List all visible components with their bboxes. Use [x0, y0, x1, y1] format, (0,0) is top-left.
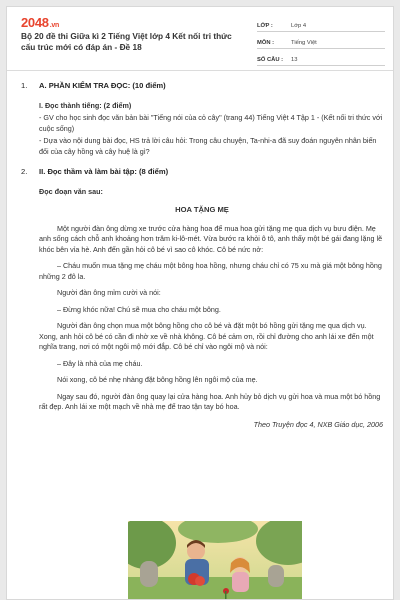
- meta-value: 13: [291, 57, 298, 63]
- story-source: Theo Truyện đọc 4, NXB Giáo dục, 2006: [253, 419, 383, 429]
- section-a-heading: [21, 81, 383, 92]
- meta-key: SỐ CÂU :: [257, 57, 284, 63]
- meta-key: MÔN :: [257, 40, 275, 46]
- story-paragraph: – Đây là nhà của mẹ cháu.: [57, 358, 143, 368]
- section-number: 1.: [21, 81, 28, 90]
- story-paragraph: Người đàn ông chọn mua một bông hồng cho cô bé và đặt một bó hồng gửi tặng mẹ qua dịch vụ. Xong, anh hỏi cô bé có cần đi nhờ xe về nhà không. Cô bé cảm ơn, rồi chỉ đường cho anh lái xe đến một nghĩa trang, nơi có một ngôi mộ mới đắp. Cô bé chỉ vào ngôi mộ và nói:: [39, 321, 374, 351]
- document-page: [6, 6, 394, 600]
- document-content: [21, 81, 383, 430]
- meta-value: Tiếng Việt: [291, 40, 317, 46]
- section-heading-text: II. Đọc thầm và làm bài tập: (8 điểm): [39, 167, 169, 176]
- logo-tld: .vn: [49, 22, 59, 29]
- instruction-line: - Dựa vào nội dung bài đọc, HS trả lời câu hỏi: Trong câu chuyện, Ta-nhi-a đã suy đoán nguyên nhân biến đổi của cây hồng và cây huệ là gì?: [39, 136, 377, 156]
- section-heading-text: A. PHẦN KIỂM TRA ĐỌC: (10 điểm): [39, 81, 166, 90]
- meta-row-question-count: [257, 51, 385, 66]
- story-illustration: [128, 521, 302, 600]
- site-logo[interactable]: [21, 15, 59, 30]
- meta-value: Lớp 4: [291, 23, 307, 29]
- section-b-subheading: Đọc đoạn văn sau:: [39, 186, 103, 196]
- section-a-subheading: I. Đọc thành tiếng: (2 điểm): [39, 100, 132, 110]
- story-paragraph: – Đừng khóc nữa! Chú sẽ mua cho cháu một bông.: [57, 304, 221, 314]
- document-title: Bộ 20 đề thi Giữa kì 2 Tiếng Việt lớp 4 Kết nối tri thức cấu trúc mới có đáp án - Đề 18: [21, 31, 232, 52]
- section-b-heading: [21, 167, 383, 178]
- story-paragraph: Nói xong, cô bé nhẹ nhàng đặt bông hồng lên ngôi mộ của mẹ.: [57, 375, 258, 384]
- story-paragraph: – Cháu muốn mua tặng mẹ cháu một bông hoa hồng, nhưng cháu chỉ có 75 xu mà giá một bông hồng những 2 đô la.: [39, 261, 382, 281]
- story-paragraph: Người đàn ông mỉm cười và nói:: [57, 288, 161, 297]
- meta-row-subject: [257, 34, 385, 49]
- document-meta: [257, 17, 385, 66]
- section-number: 2.: [21, 167, 28, 176]
- story-paragraph: Ngay sau đó, người đàn ông quay lại cửa hàng hoa. Anh hủy bỏ dịch vụ gửi hoa và mua một bó hồng rất đẹp. Anh lái xe một mạch về nhà mẹ để trao tận tay bó hoa.: [39, 391, 381, 411]
- instruction-line: - GV cho học sinh đọc văn bản bài "Tiếng nói của cỏ cây" (trang 44) Tiếng Việt 4 Tập 1 - (Kết nối tri thức với cuộc sống): [39, 113, 383, 133]
- illustration-graphic: [128, 521, 302, 600]
- document-header: [7, 7, 394, 71]
- logo-text: 2048: [21, 15, 49, 30]
- meta-key: LỚP :: [257, 23, 273, 29]
- meta-row-grade: [257, 17, 385, 32]
- story-title: HOA TẶNG MẸ: [175, 205, 229, 214]
- story-paragraph: Một người đàn ông dừng xe trước cửa hàng hoa để mua hoa gửi tặng mẹ qua dịch vụ bưu điện. Mẹ anh sống cách chỗ anh khoảng hơn trăm ki-lô-mét. Vừa bước ra khỏi ô tô, anh thấy một bé gái đang lặng lẽ khóc bên vỉa hè. Anh đến gần hỏi cô bé vì sao cô khóc. Cô bé nức nở:: [39, 223, 383, 254]
